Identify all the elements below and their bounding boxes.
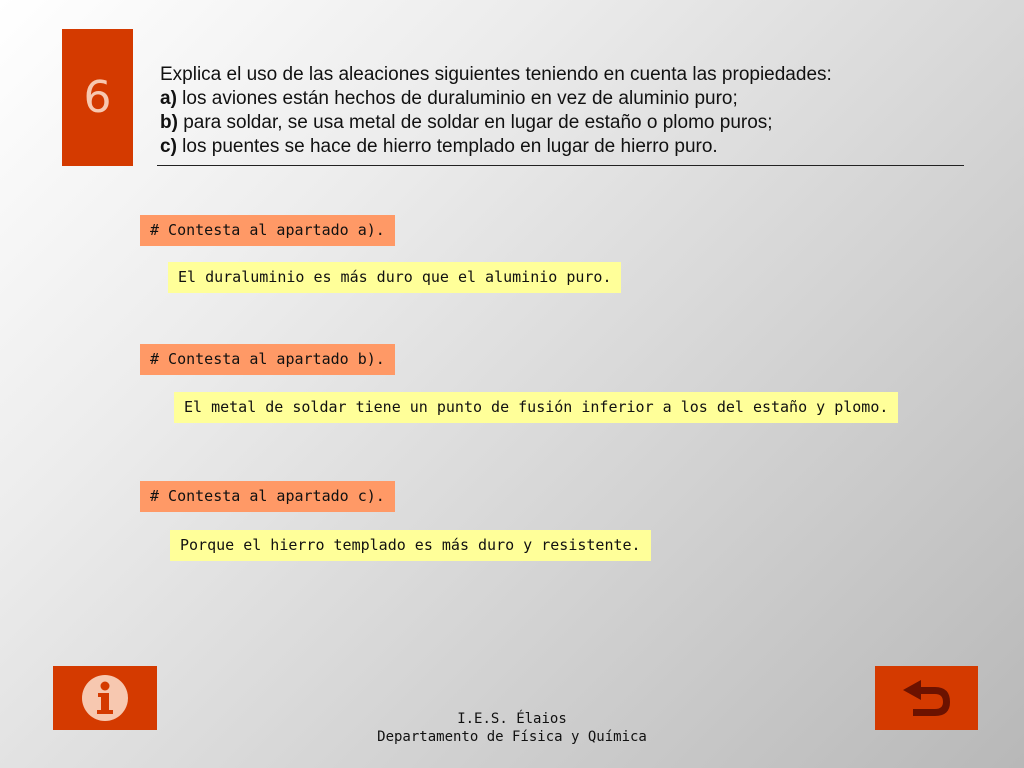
question-number-badge xyxy=(62,29,133,166)
answer-part-a[interactable]: El duraluminio es más duro que el aluminio puro. xyxy=(168,262,621,293)
prompt-part-b: # Contesta al apartado b). xyxy=(140,344,395,375)
prompt-part-a: # Contesta al apartado a). xyxy=(140,215,395,246)
question-number: 6 xyxy=(83,72,112,123)
footer-school: I.E.S. Élaios xyxy=(457,711,567,727)
answer-part-b[interactable]: El metal de soldar tiene un punto de fusión inferior a los del estaño y plomo. xyxy=(174,392,898,423)
footer-department: Departamento de Física y Química xyxy=(377,729,647,745)
question-item-a: a) los aviones están hechos de duraluminio en vez de aluminio puro; xyxy=(160,88,738,109)
answer-part-c[interactable]: Porque el hierro templado es más duro y resistente. xyxy=(170,530,651,561)
question-item-c: c) los puentes se hace de hierro templado en lugar de hierro puro. xyxy=(160,136,718,157)
prompt-part-c: # Contesta al apartado c). xyxy=(140,481,395,512)
question-item-b: b) para soldar, se usa metal de soldar en lugar de estaño o plomo puros; xyxy=(160,112,773,133)
divider xyxy=(157,165,964,166)
footer xyxy=(0,710,1024,746)
question-text xyxy=(160,63,960,159)
question-intro: Explica el uso de las aleaciones siguientes teniendo en cuenta las propiedades: xyxy=(160,64,832,85)
